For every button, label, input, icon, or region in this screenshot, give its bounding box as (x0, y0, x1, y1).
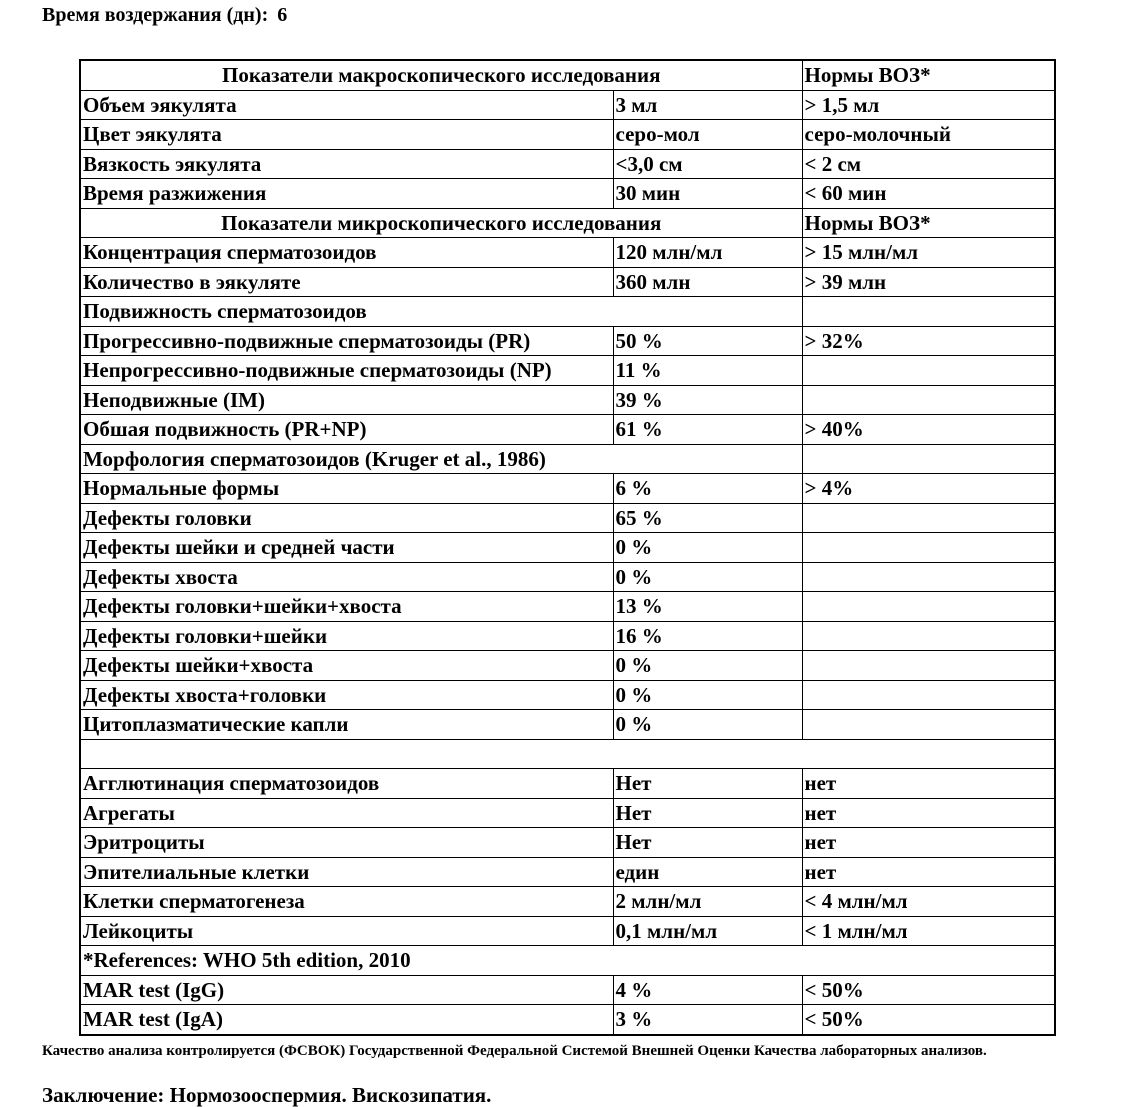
param-name: Дефекты головки+шейки (80, 621, 613, 651)
param-norm: < 50% (802, 975, 1055, 1005)
param-name: Время разжижения (80, 179, 613, 209)
param-name: Дефекты хвоста (80, 562, 613, 592)
param-value: 4 % (613, 975, 802, 1005)
table-row (80, 651, 1055, 681)
param-name: Обшая подвижность (PR+NP) (80, 415, 613, 445)
param-name: Агглютинация сперматозоидов (80, 769, 613, 799)
param-norm (802, 533, 1055, 563)
param-value: Нет (613, 769, 802, 799)
param-value: 120 млн/мл (613, 238, 802, 268)
param-norm (802, 680, 1055, 710)
abstinence-value: 6 (277, 4, 288, 26)
param-value: Нет (613, 798, 802, 828)
param-value: 13 % (613, 592, 802, 622)
param-value: 11 % (613, 356, 802, 386)
param-name: Эпителиальные клетки (80, 857, 613, 887)
blank-row (80, 739, 1055, 769)
param-name: Дефекты хвоста+головки (80, 680, 613, 710)
param-norm (802, 592, 1055, 622)
table-row (80, 267, 1055, 297)
param-value: серо-мол (613, 120, 802, 150)
table-row (80, 592, 1055, 622)
table-row (80, 798, 1055, 828)
param-norm: < 2 см (802, 149, 1055, 179)
param-value: 0,1 млн/мл (613, 916, 802, 946)
morphology-title-row (80, 444, 1055, 474)
table-row (80, 710, 1055, 740)
param-value: 16 % (613, 621, 802, 651)
param-norm (802, 562, 1055, 592)
section-title: Показатели макроскопического исследования (80, 60, 802, 90)
table-row (80, 503, 1055, 533)
param-name: Количество в эякуляте (80, 267, 613, 297)
param-name: Прогрессивно-подвижные сперматозоиды (PR) (80, 326, 613, 356)
param-value: 360 млн (613, 267, 802, 297)
param-name: Цвет эякулята (80, 120, 613, 150)
motility-title: Подвижность сперматозоидов (80, 297, 802, 327)
section-title: Показатели микроскопического исследования (80, 208, 802, 238)
param-value: <3,0 см (613, 149, 802, 179)
section-norm-header: Нормы ВОЗ* (802, 208, 1055, 238)
param-name: Дефекты шейки и средней части (80, 533, 613, 563)
param-norm: < 4 млн/мл (802, 887, 1055, 917)
param-norm (802, 710, 1055, 740)
table-row (80, 149, 1055, 179)
empty-cell (802, 444, 1055, 474)
param-value: 65 % (613, 503, 802, 533)
section-header-micro (80, 208, 1055, 238)
references-text: *References: WHO 5th edition, 2010 (80, 946, 1055, 976)
param-value: 0 % (613, 710, 802, 740)
param-norm: нет (802, 857, 1055, 887)
param-norm (802, 356, 1055, 386)
param-value: 0 % (613, 651, 802, 681)
param-value: 0 % (613, 562, 802, 592)
table-row (80, 474, 1055, 504)
param-value: 61 % (613, 415, 802, 445)
param-norm: > 4% (802, 474, 1055, 504)
blank-cell (80, 739, 1055, 769)
param-norm: нет (802, 769, 1055, 799)
param-name: MAR test (IgA) (80, 1005, 613, 1035)
table-row (80, 356, 1055, 386)
param-value: 2 млн/мл (613, 887, 802, 917)
param-norm (802, 385, 1055, 415)
param-norm (802, 621, 1055, 651)
table-row (80, 1005, 1055, 1035)
param-value: 39 % (613, 385, 802, 415)
param-name: Концентрация сперматозоидов (80, 238, 613, 268)
param-norm: серо-молочный (802, 120, 1055, 150)
table-row (80, 120, 1055, 150)
param-name: Дефекты головки+шейки+хвоста (80, 592, 613, 622)
morphology-title: Морфология сперматозоидов (Kruger et al., 1986) (80, 444, 802, 474)
param-norm (802, 651, 1055, 681)
param-name: Объем эякулята (80, 90, 613, 120)
quality-control-note: Качество анализа контролируется (ФСВОК) Государственной Федеральной Системой Внешней Оценки Качества лабораторных анализов. (42, 1043, 987, 1059)
abstinence-line (42, 4, 287, 26)
param-value: 30 мин (613, 179, 802, 209)
param-name: Непрогрессивно-подвижные сперматозоиды (NP) (80, 356, 613, 386)
param-norm: < 1 млн/мл (802, 916, 1055, 946)
references-row (80, 946, 1055, 976)
param-name: Вязкость эякулята (80, 149, 613, 179)
table-row (80, 916, 1055, 946)
table-row (80, 326, 1055, 356)
table-row (80, 179, 1055, 209)
table-row (80, 238, 1055, 268)
param-value: един (613, 857, 802, 887)
param-name: MAR test (IgG) (80, 975, 613, 1005)
empty-cell (802, 297, 1055, 327)
param-value: 0 % (613, 680, 802, 710)
table-row (80, 975, 1055, 1005)
table-row (80, 769, 1055, 799)
param-name: Цитоплазматические капли (80, 710, 613, 740)
table-row (80, 621, 1055, 651)
table-row (80, 680, 1055, 710)
param-norm (802, 503, 1055, 533)
param-name: Дефекты головки (80, 503, 613, 533)
table-row (80, 887, 1055, 917)
table-row (80, 857, 1055, 887)
param-norm: нет (802, 828, 1055, 858)
param-norm: < 50% (802, 1005, 1055, 1035)
param-name: Нормальные формы (80, 474, 613, 504)
param-name: Лейкоциты (80, 916, 613, 946)
table-row (80, 415, 1055, 445)
param-value: 0 % (613, 533, 802, 563)
table-row (80, 385, 1055, 415)
param-norm: > 39 млн (802, 267, 1055, 297)
param-value: Нет (613, 828, 802, 858)
motility-title-row (80, 297, 1055, 327)
section-header-macro (80, 60, 1055, 90)
param-norm: > 15 млн/мл (802, 238, 1055, 268)
param-value: 3 % (613, 1005, 802, 1035)
table-row (80, 562, 1055, 592)
param-name: Агрегаты (80, 798, 613, 828)
param-value: 50 % (613, 326, 802, 356)
abstinence-label: Время воздержания (дн): (42, 4, 269, 26)
table-row (80, 90, 1055, 120)
param-norm: > 40% (802, 415, 1055, 445)
param-norm: < 60 мин (802, 179, 1055, 209)
table-row (80, 828, 1055, 858)
param-name: Эритроциты (80, 828, 613, 858)
param-name: Дефекты шейки+хвоста (80, 651, 613, 681)
semen-analysis-table (79, 59, 1056, 1036)
param-name: Клетки сперматогенеза (80, 887, 613, 917)
section-norm-header: Нормы ВОЗ* (802, 60, 1055, 90)
param-value: 6 % (613, 474, 802, 504)
conclusion: Заключение: Нормозооспермия. Вискозипатия. (42, 1083, 492, 1107)
param-value: 3 мл (613, 90, 802, 120)
param-norm: нет (802, 798, 1055, 828)
param-norm: > 1,5 мл (802, 90, 1055, 120)
param-norm: > 32% (802, 326, 1055, 356)
param-name: Неподвижные (IM) (80, 385, 613, 415)
table-row (80, 533, 1055, 563)
